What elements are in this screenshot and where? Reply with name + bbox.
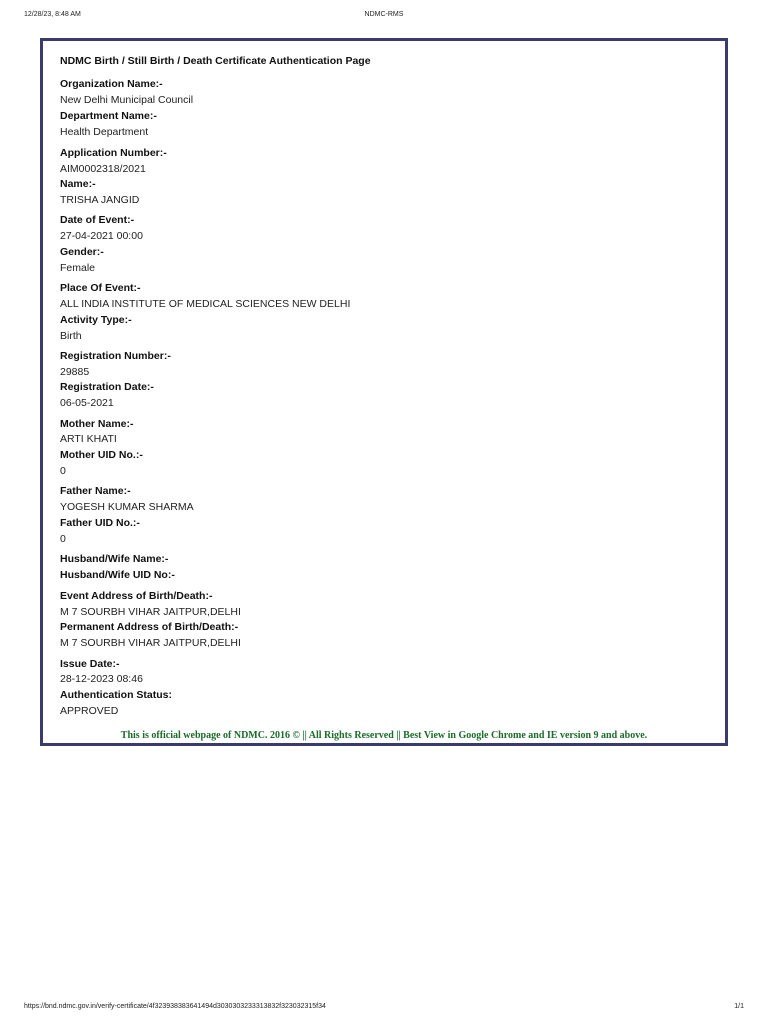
father-name-label: Father Name:-	[60, 485, 131, 497]
father-uid-label: Father UID No.:-	[60, 517, 140, 529]
permanent-address-value: M 7 SOURBH VIHAR JAITPUR,DELHI	[60, 637, 241, 649]
father-uid-value: 0	[60, 533, 66, 545]
mother-name-value: ARTI KHATI	[60, 433, 117, 445]
certificate-panel	[40, 38, 728, 746]
print-footer	[0, 1003, 768, 1015]
authentication-status-label: Authentication Status:	[60, 689, 172, 701]
name-value: TRISHA JANGID	[60, 194, 140, 206]
registration-number-value: 29885	[60, 366, 90, 378]
application-number-label: Application Number:-	[60, 147, 167, 159]
issue-date-value: 28-12-2023 08:46	[60, 673, 143, 685]
application-number-value: AIM0002318/2021	[60, 163, 146, 175]
date-of-event-label: Date of Event:-	[60, 214, 135, 226]
certificate-title: NDMC Birth / Still Birth / Death Certificate Authentication Page	[60, 55, 371, 67]
print-url: https://bnd.ndmc.gov.in/verify-certificate/4f323938383641494d3030303233313832f323032315f34	[24, 1003, 326, 1010]
date-of-event-value: 27-04-2021 00:00	[60, 230, 143, 242]
print-page-title: NDMC-RMS	[364, 11, 404, 18]
organization-name-label: Organization Name:-	[60, 78, 163, 90]
gender-value: Female	[60, 262, 96, 274]
print-datetime: 12/28/23, 8:48 AM	[24, 11, 81, 18]
father-name-value: YOGESH KUMAR SHARMA	[60, 501, 194, 513]
permanent-address-label: Permanent Address of Birth/Death:-	[60, 621, 239, 633]
mother-uid-label: Mother UID No.:-	[60, 449, 143, 461]
name-label: Name:-	[60, 178, 96, 190]
print-header	[0, 11, 768, 23]
mother-uid-value: 0	[60, 465, 66, 477]
print-page-number: 1/1	[734, 1003, 744, 1010]
place-of-event-label: Place Of Event:-	[60, 282, 141, 294]
organization-name-value: New Delhi Municipal Council	[60, 94, 194, 106]
issue-date-label: Issue Date:-	[60, 658, 120, 670]
activity-type-value: Birth	[60, 330, 82, 342]
spouse-uid-label: Husband/Wife UID No:-	[60, 569, 175, 581]
department-name-value: Health Department	[60, 126, 149, 138]
event-address-value: M 7 SOURBH VIHAR JAITPUR,DELHI	[60, 606, 241, 618]
registration-number-label: Registration Number:-	[60, 350, 171, 362]
registration-date-value: 06-05-2021	[60, 397, 114, 409]
spouse-name-label: Husband/Wife Name:-	[60, 553, 169, 565]
gender-label: Gender:-	[60, 246, 104, 258]
registration-date-label: Registration Date:-	[60, 381, 154, 393]
authentication-status-value: APPROVED	[60, 705, 119, 717]
place-of-event-value: ALL INDIA INSTITUTE OF MEDICAL SCIENCES NEW DELHI	[60, 298, 351, 310]
department-name-label: Department Name:-	[60, 110, 157, 122]
event-address-label: Event Address of Birth/Death:-	[60, 590, 213, 602]
copyright-footer-note: This is official webpage of NDMC. 2016 © || All Rights Reserved || Best View in Google Chrome and IE version 9 and above.	[120, 730, 648, 741]
activity-type-label: Activity Type:-	[60, 314, 132, 326]
mother-name-label: Mother Name:-	[60, 418, 134, 430]
